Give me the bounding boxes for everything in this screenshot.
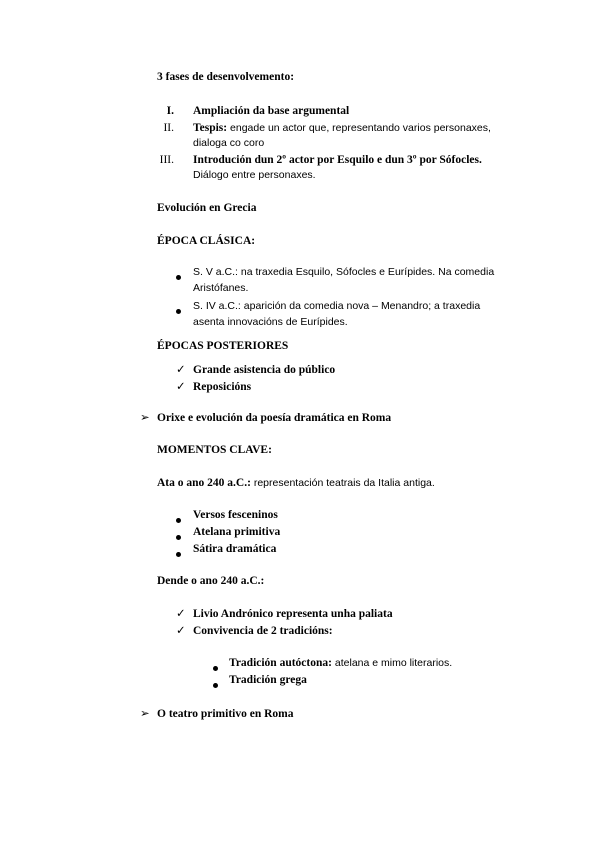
tradicion-1 — [229, 656, 452, 670]
bullet-icon — [213, 661, 218, 675]
fases-numeral-3: III. — [159, 154, 174, 166]
clasica-item-1-line1: S. V a.C.: na traxedia Esquilo, Sófocles e Eurípides. Na comedia — [193, 266, 495, 278]
ata-item-2: Atelana primitiva — [193, 526, 281, 538]
fases-heading: 3 fases de desenvolvemento: — [157, 71, 295, 83]
bullet-icon — [213, 678, 218, 692]
fases-item-1-title: Ampliación da base argumental — [193, 105, 350, 117]
roma-heading: Orixe e evolución da poesía dramática en Roma — [157, 412, 392, 424]
clasica-heading: ÉPOCA CLÁSICA: — [157, 235, 256, 247]
clasica-item-2-line2: asenta innovacións de Eurípides. — [193, 316, 348, 328]
clasica-item-1-line2: Aristófanes. — [193, 282, 249, 294]
bullet-icon — [176, 530, 181, 544]
grecia-heading: Evolución en Grecia — [157, 202, 257, 214]
posteriores-item-2: Reposicións — [193, 381, 252, 393]
dende-item-2: Convivencia de 2 tradicións: — [193, 625, 333, 637]
tradicion-1-text: atelana e mimo literarios. — [331, 657, 453, 669]
check-icon: ✓ — [176, 364, 186, 376]
fases-item-3-cont: Diálogo entre personaxes. — [193, 169, 316, 181]
posteriores-item-1: Grande asistencia do público — [193, 364, 336, 376]
ata-item-1: Versos fesceninos — [193, 509, 278, 521]
bullet-icon — [176, 547, 181, 561]
arrow-icon: ➢ — [140, 708, 150, 720]
tradicion-2: Tradición grega — [229, 674, 307, 686]
ata-line — [157, 476, 435, 490]
ata-bold: Ata o ano 240 a.C.: — [157, 477, 251, 489]
check-icon: ✓ — [176, 608, 186, 620]
fases-item-3-title: Introdución dun 2º actor por Esquilo e dun 3º por Sófocles. — [193, 154, 482, 166]
check-icon: ✓ — [176, 381, 186, 393]
bullet-icon — [176, 513, 181, 527]
momentos-heading: MOMENTOS CLAVE: — [157, 444, 272, 456]
teatro-heading: O teatro primitivo en Roma — [157, 708, 294, 720]
fases-numeral-1: I. — [166, 105, 174, 117]
fases-item-2 — [193, 121, 491, 135]
posteriores-heading: ÉPOCAS POSTERIORES — [157, 340, 289, 352]
ata-item-3: Sátira dramática — [193, 543, 277, 555]
tradicion-1-bold: Tradición autóctona: — [229, 657, 332, 669]
fases-item-2-text: engade un actor que, representando varios personaxes, — [227, 122, 491, 134]
arrow-icon: ➢ — [140, 412, 150, 424]
bullet-icon — [176, 270, 181, 284]
ata-text: representación teatrais da Italia antiga. — [250, 477, 435, 489]
clasica-item-2-line1: S. IV a.C.: aparición da comedia nova – Menandro; a traxedia — [193, 300, 481, 312]
bullet-icon — [176, 304, 181, 318]
check-icon: ✓ — [176, 625, 186, 637]
fases-numeral-2: II. — [163, 122, 174, 134]
dende-item-1: Livio Andrónico representa unha paliata — [193, 608, 393, 620]
fases-item-2-cont: dialoga co coro — [193, 137, 265, 149]
dende-heading: Dende o ano 240 a.C.: — [157, 575, 265, 587]
fases-item-2-title: Tespis: — [193, 122, 228, 134]
